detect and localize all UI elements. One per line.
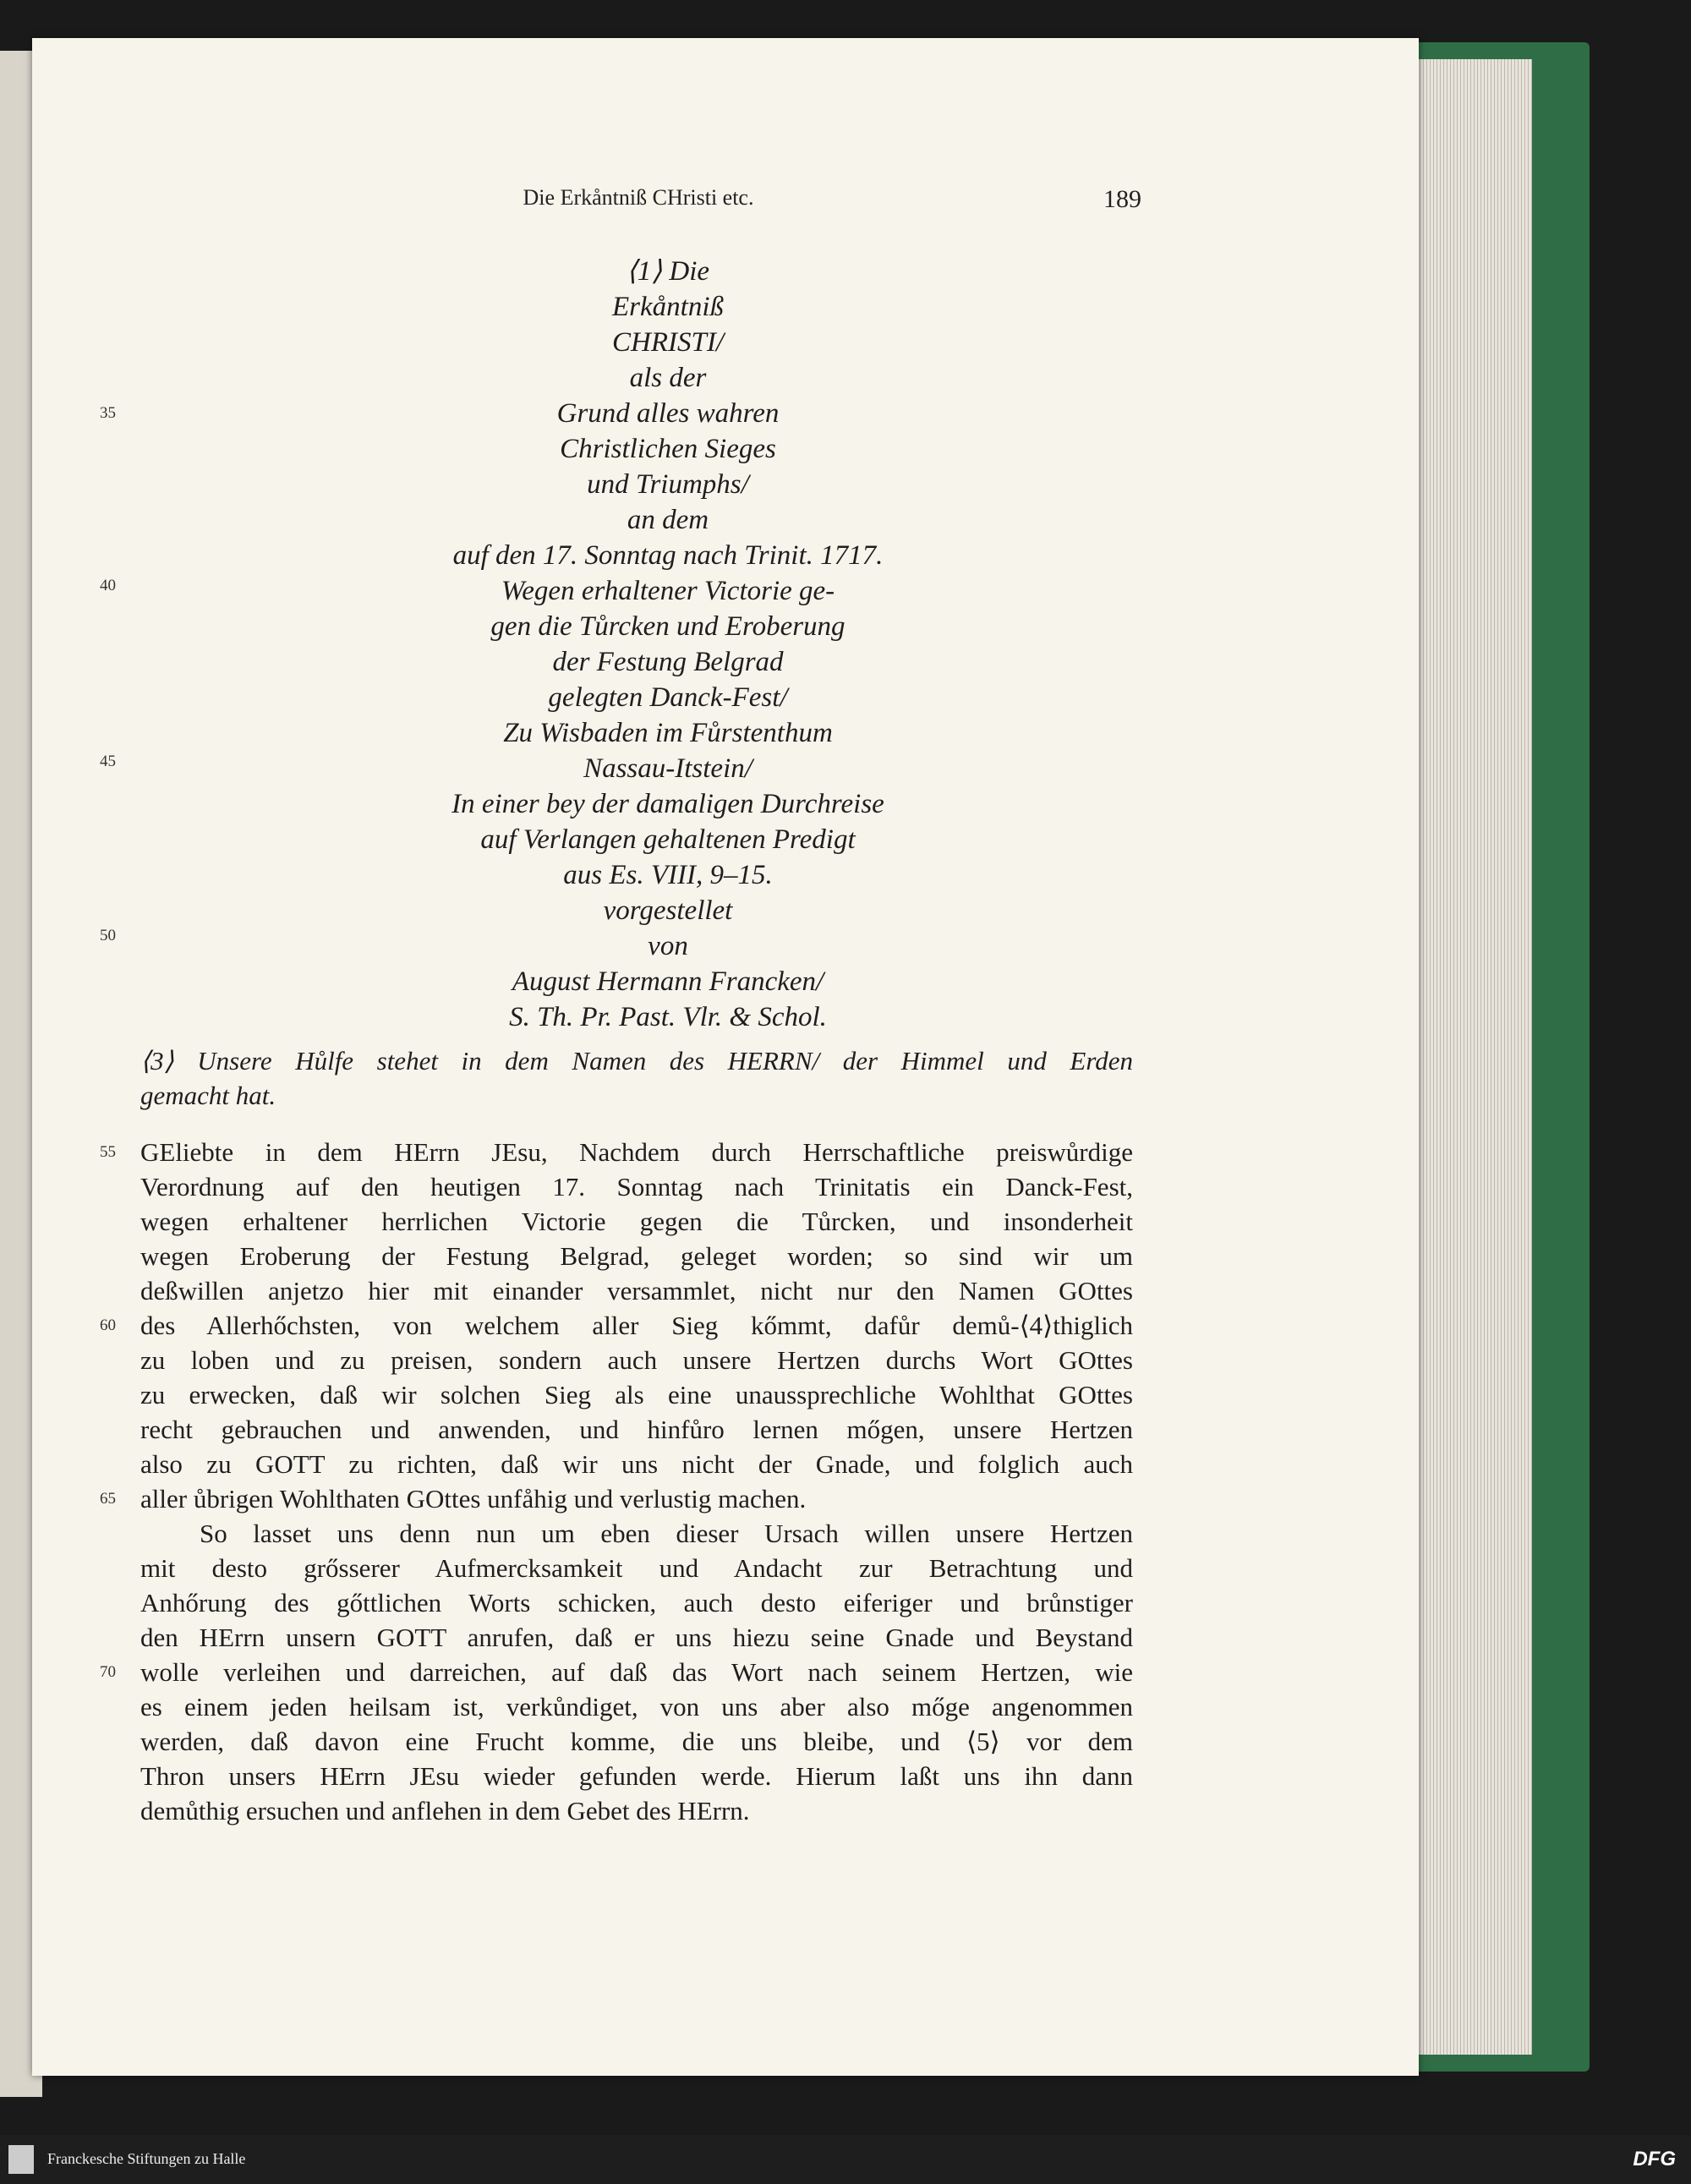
text-line: wolle verleihen und darreichen, auf daß das Wort nach seinem Hertzen, wie xyxy=(140,1657,1133,1687)
title-line: gen die Tůrcken und Eroberung xyxy=(490,611,846,642)
title-line: auf den 17. Sonntag nach Trinit. 1717. xyxy=(452,540,884,571)
text-line: des Allerhőchsten, von welchem aller Sieg kőmmt, dafůr demů-⟨4⟩thiglich xyxy=(140,1311,1133,1340)
title-line: auf Verlangen gehaltenen Predigt xyxy=(480,824,856,855)
text-line: zu loben und zu preisen, sondern auch unsere Hertzen durchs Wort GOttes xyxy=(140,1345,1133,1375)
scripture-verse xyxy=(140,1043,1133,1113)
title-line: aus Es. VIII, 9–15. xyxy=(563,860,773,890)
page-edges xyxy=(1412,59,1532,2055)
line-number: 50 xyxy=(100,927,116,944)
text-line: wegen erhaltener herrlichen Victorie gegen die Tůrcken, und insonderheit xyxy=(140,1207,1133,1236)
text-line: es einem jeden heilsam ist, verkůndiget, von uns aber also mőge angenommen xyxy=(140,1692,1133,1721)
title-line: Nassau-Itstein/ xyxy=(583,753,752,784)
title-line: Erkåntniß xyxy=(612,292,724,322)
paragraph-2 xyxy=(140,1516,1133,1828)
title-line: an dem xyxy=(627,505,709,535)
running-title: Die Erkåntniß CHristi etc. xyxy=(523,185,754,210)
text-line: werden, daß davon eine Frucht komme, die uns bleibe, und ⟨5⟩ vor dem xyxy=(140,1727,1133,1756)
institution-name[interactable]: Franckesche Stiftungen zu Halle xyxy=(47,2150,246,2167)
text-line: also zu GOTT zu richten, daß wir uns nicht der Gnade, und folglich auch xyxy=(140,1449,1133,1479)
text-line: mit desto grősserer Aufmercksamkeit und Andacht zur Betrachtung und xyxy=(140,1553,1133,1583)
title-line: von xyxy=(648,931,688,961)
text-line: Anhőrung des gőttlichen Worts schicken, auch desto eiferiger und brůnstiger xyxy=(140,1588,1133,1617)
page-number: 189 xyxy=(1103,185,1141,213)
title-line: vorgestellet xyxy=(603,895,733,926)
line-number: 60 xyxy=(100,1316,116,1334)
institution-logo xyxy=(8,2145,34,2174)
line-number: 45 xyxy=(100,753,116,770)
text-line: GEliebte in dem HErrn JEsu, Nachdem durch Herrschaftliche preiswůrdige xyxy=(140,1137,1133,1167)
text-line: demůthig ersuchen und anflehen in dem Gebet des HErrn. xyxy=(140,1796,750,1825)
title-line: In einer bey der damaligen Durchreise xyxy=(451,789,884,819)
line-number: 65 xyxy=(100,1490,116,1508)
title-line: als der xyxy=(629,363,707,393)
text-line: zu erwecken, daß wir solchen Sieg als eine unaussprechliche Wohlthat GOttes xyxy=(140,1380,1133,1409)
title-line: ⟨1⟩ Die xyxy=(626,256,710,287)
verse-line: gemacht hat. xyxy=(140,1081,276,1110)
text-line: Thron unsers HErrn JEsu wieder gefunden werde. Hierum laßt uns ihn dann xyxy=(140,1761,1133,1791)
title-line: August Hermann Francken/ xyxy=(512,966,824,997)
text-line: deßwillen anjetzo hier mit einander versammlet, nicht nur den Namen GOttes xyxy=(140,1276,1133,1305)
viewer-footer xyxy=(0,2135,1691,2184)
title-line: Zu Wisbaden im Fůrstenthum xyxy=(503,718,833,748)
text-line: Verordnung auf den heutigen 17. Sonntag nach Trinitatis ein Danck-Fest, xyxy=(140,1172,1133,1201)
title-line: gelegten Danck-Fest/ xyxy=(548,682,788,713)
title-line: Grund alles wahren xyxy=(556,398,780,429)
line-number: 70 xyxy=(100,1663,116,1681)
title-line: CHRISTI/ xyxy=(612,327,724,358)
dfg-logo[interactable]: DFG xyxy=(1633,2148,1676,2170)
paragraph-1 xyxy=(140,1135,1133,1516)
title-line: S. Th. Pr. Past. Vlr. & Schol. xyxy=(509,1002,827,1032)
text-line: recht gebrauchen und anwenden, und hinfůro lernen mőgen, unsere Hertzen xyxy=(140,1415,1133,1444)
line-number: 40 xyxy=(100,577,116,594)
text-line: aller ůbrigen Wohlthaten GOttes unfåhig und verlustig machen. xyxy=(140,1484,807,1513)
title-line: der Festung Belgrad xyxy=(552,647,784,677)
sermon-title-block xyxy=(304,254,1032,1035)
text-line: den HErrn unsern GOTT anrufen, daß er uns hiezu seine Gnade und Beystand xyxy=(140,1623,1133,1652)
title-line: und Triumphs/ xyxy=(587,469,749,500)
text-line: So lasset uns denn nun um eben dieser Ursach willen unsere Hertzen xyxy=(200,1519,1133,1548)
title-line: Christlichen Sieges xyxy=(560,434,776,464)
line-number: 55 xyxy=(100,1143,116,1161)
verse-line: ⟨3⟩ Unsere Hůlfe stehet in dem Namen des HERRN/ der Himmel und Erden xyxy=(140,1046,1133,1076)
text-line: wegen Eroberung der Festung Belgrad, geleget worden; so sind wir um xyxy=(140,1241,1133,1271)
title-line: Wegen erhaltener Victorie ge- xyxy=(501,576,835,606)
line-number: 35 xyxy=(100,404,116,422)
